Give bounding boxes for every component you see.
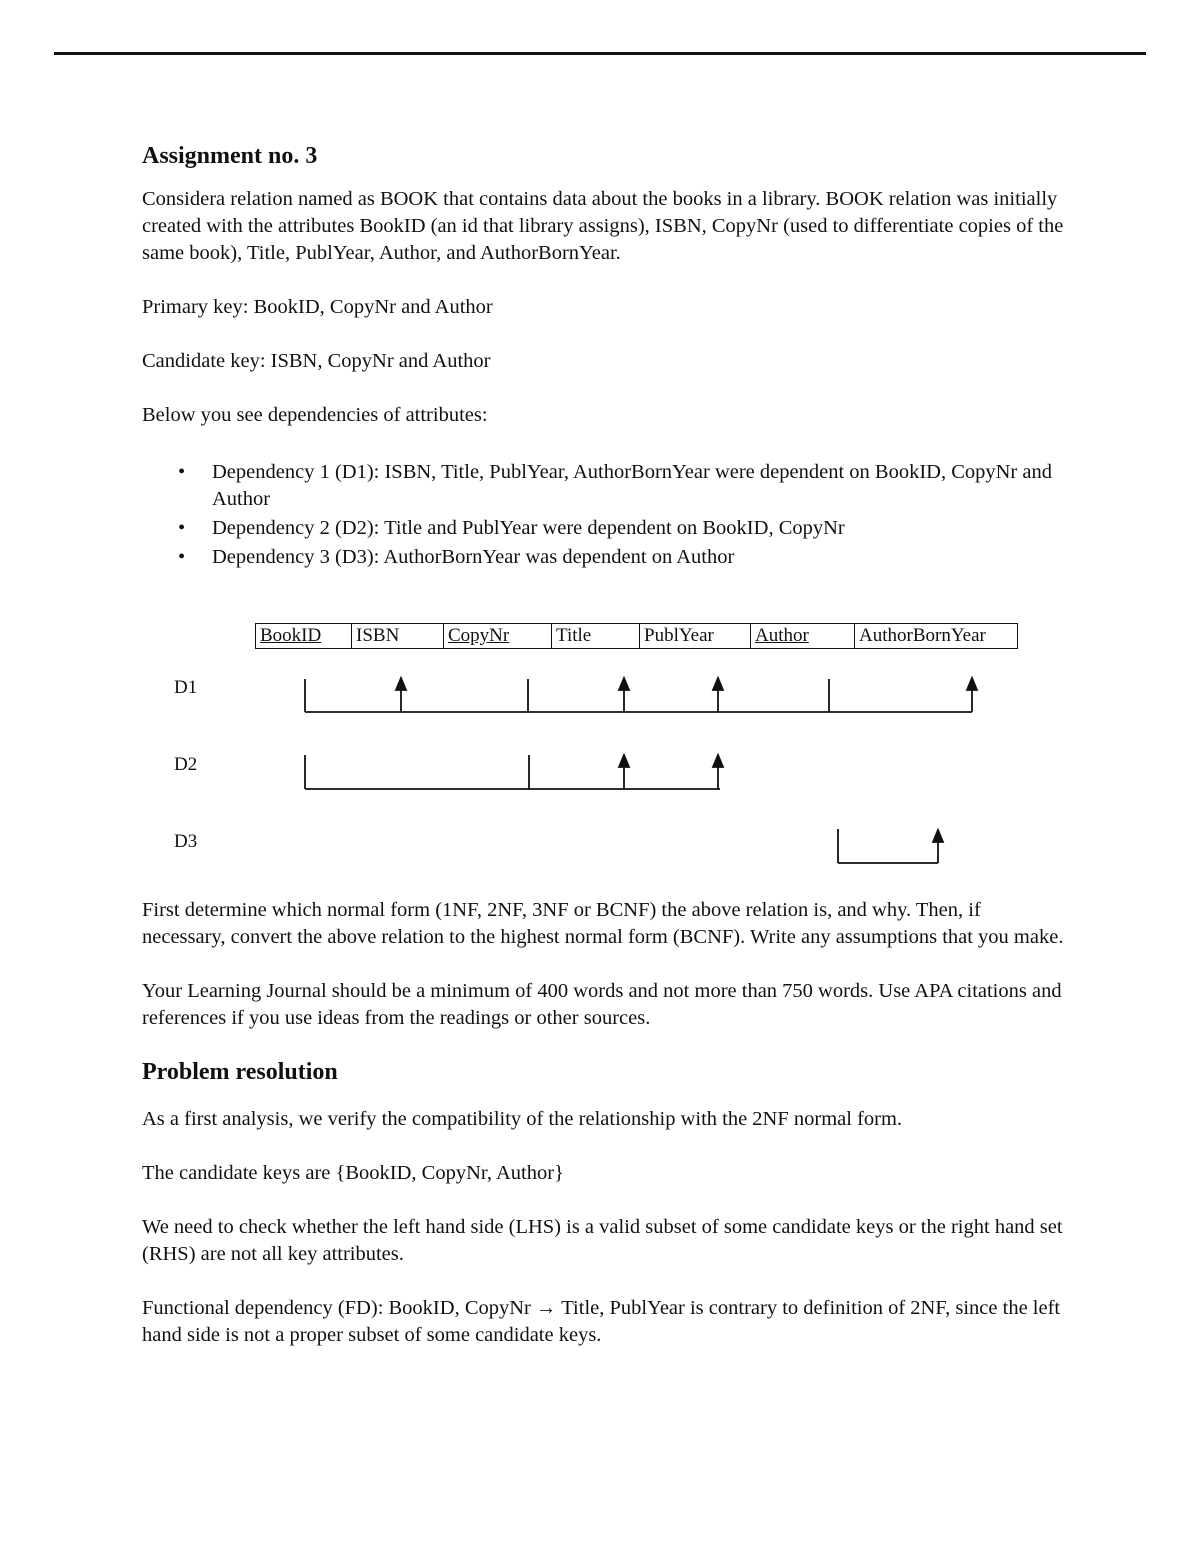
dependency-text: Dependency 1 (D1): ISBN, Title, PublYear, AuthorBornYear were dependent on BookID, CopyNr and Author [212, 461, 1052, 510]
resolution-title: Problem resolution [142, 1059, 338, 1085]
attr-authorbornyear: AuthorBornYear [859, 625, 986, 646]
label-d1: D1 [174, 677, 198, 698]
d1-arrowhead-publyear [713, 678, 723, 690]
d3-arrows [838, 829, 943, 863]
resolution-paragraph-1: As a first analysis, we verify the compatibility of the relationship with the 2NF normal form. [142, 1108, 903, 1130]
assignment-title: Assignment no. 3 [142, 143, 318, 169]
d1-arrowhead-authorbornyear [967, 678, 977, 690]
d3-arrowhead-authorbornyear [933, 830, 943, 842]
dependencies-intro: Below you see dependencies of attributes: [142, 404, 488, 426]
label-d2: D2 [174, 754, 198, 775]
d2-arrowhead-title [619, 755, 629, 767]
resolution-paragraph-3: We need to check whether the left hand side (LHS) is a valid subset of some candidate keys or the right hand set (RHS) are not all key attributes. [142, 1216, 1063, 1265]
intro-paragraph: Considera relation named as BOOK that contains data about the books in a library. BOOK relation was initially created with the attributes BookID (an id that library assigns), ISBN, CopyNr (used to differentiate copies of the same book), Title, PublYear, Author, and AuthorBornYear. [142, 188, 1064, 264]
resolution-paragraph-4: Functional dependency (FD): BookID, CopyNr → Title, PublYear is contrary to definition of 2NF, since the left hand side is not a proper subset of some candidate keys. [142, 1297, 1061, 1346]
bullet-icon: • [178, 517, 186, 539]
candidate-key-line: Candidate key: ISBN, CopyNr and Author [142, 350, 491, 372]
primary-key-line: Primary key: BookID, CopyNr and Author [142, 296, 493, 318]
attr-author: Author [751, 624, 855, 648]
d2-arrowhead-publyear [713, 755, 723, 767]
d1-arrowhead-isbn [396, 678, 406, 690]
dependency-text: Dependency 3 (D3): AuthorBornYear was dependent on Author [212, 546, 735, 568]
d1-arrowhead-title [619, 678, 629, 690]
attr-isbn: ISBN [352, 624, 444, 648]
attr-copynr: CopyNr [444, 624, 552, 648]
attr-bookid: BookID [256, 624, 352, 648]
d1-arrows [305, 678, 977, 712]
bullet-icon: • [178, 546, 186, 568]
document-body-continued [142, 897, 1067, 1349]
resolution-paragraph-2: The candidate keys are {BookID, CopyNr, Author} [142, 1162, 564, 1184]
attr-publyear: PublYear [640, 624, 751, 648]
attr-title: Title [552, 624, 640, 648]
journal-paragraph: Your Learning Journal should be a minimum of 400 words and not more than 750 words. Use APA citations and references if you use ideas from the readings or other sources. [142, 980, 1062, 1029]
dependency-text: Dependency 2 (D2): Title and PublYear were dependent on BookID, CopyNr [212, 517, 845, 539]
label-d3: D3 [174, 831, 198, 852]
d2-arrows [305, 755, 723, 789]
task-paragraph: First determine which normal form (1NF, 2NF, 3NF or BCNF) the above relation is, and why. Then, if necessary, convert the above relation to the highest normal form (BCNF). Write any assumptions that you make. [142, 899, 1064, 948]
bullet-icon: • [178, 461, 186, 483]
